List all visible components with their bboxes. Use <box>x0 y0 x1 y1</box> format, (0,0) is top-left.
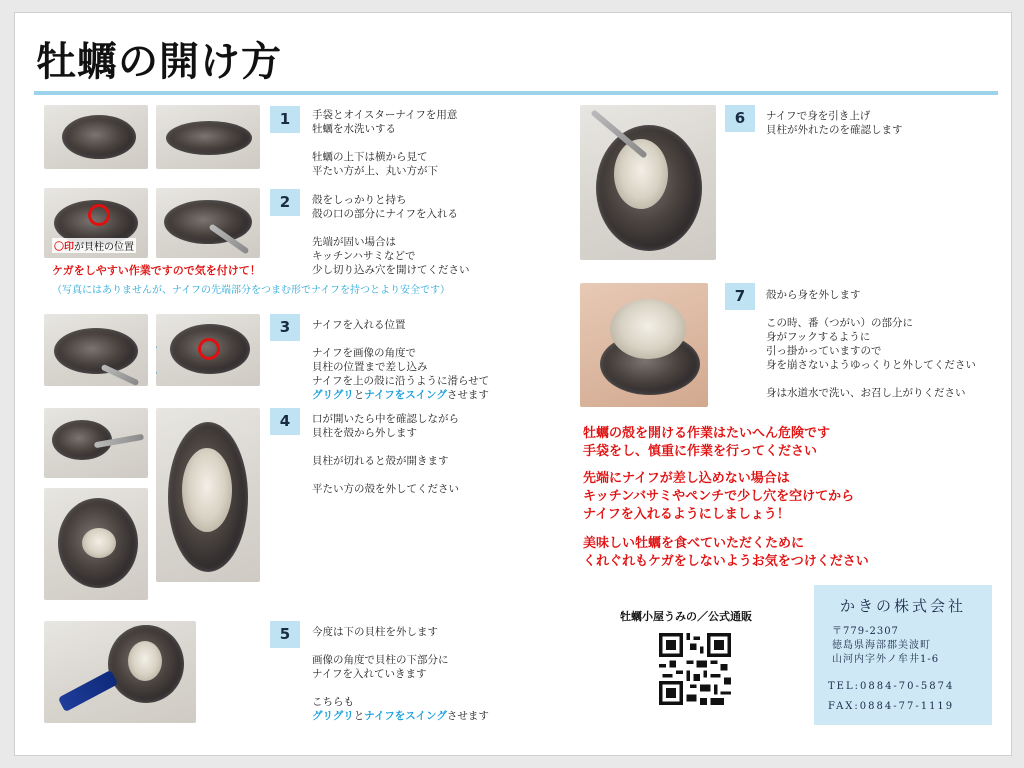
mark-label: 〇印が貝柱の位置 <box>52 238 136 253</box>
step-number: 4 <box>270 408 300 435</box>
warning-3: 美味しい牡蠣を食べていただくために くれぐれもケガをしないようお気をつけください <box>583 536 869 569</box>
step6-text: ナイフで身を引き上げ 貝柱が外れたのを確認します <box>766 110 903 136</box>
page-title: 牡蠣の開け方 <box>36 39 282 85</box>
warning-1: 牡蠣の殻を開ける作業はたいへん危険です 手袋をし、慎重に作業を行ってください <box>583 426 831 459</box>
step-number: 6 <box>725 105 755 132</box>
title-divider <box>34 91 998 95</box>
step7-photo <box>580 283 708 407</box>
company-info <box>814 585 992 725</box>
step1-photo-b <box>156 105 260 169</box>
step-number: 5 <box>270 621 300 648</box>
step2-photo-b <box>156 188 260 258</box>
step3-photo-a <box>44 314 148 386</box>
step-number: 2 <box>270 189 300 216</box>
company-fax: FAX:0884-77-1119 <box>828 701 955 712</box>
step-number: 3 <box>270 314 300 341</box>
company-name: かきの株式会社 <box>839 597 966 615</box>
shop-label: 牡蠣小屋うみの／公式通販 <box>620 610 752 623</box>
step-number: 7 <box>725 283 755 310</box>
qr-code-icon[interactable] <box>659 633 731 705</box>
step6-photo <box>580 105 716 260</box>
safety-tip: （写真にはありませんが、ナイフの先端部分をつまむ形でナイフを持つとより安全です） <box>52 285 450 296</box>
company-tel: TEL:0884-70-5874 <box>828 681 955 692</box>
company-address: 〒779-2307 徳島県海部郡美波町 山河内字外ノ牟井1-6 <box>832 626 940 665</box>
step4-photo-c <box>156 408 260 582</box>
step2-text: 殻をしっかりと持ち 殻の口の部分にナイフを入れる 先端が固い場合は キッチンハサミなどで 少し切り込み穴を開けてください <box>312 194 470 276</box>
caution-note: ケガをしやすい作業ですので気を付けて！ <box>52 264 261 277</box>
step5-text: 今度は下の貝柱を外します 画像の角度で貝柱の下部分に ナイフを入れていきます こちらも グリグリとナイフをスイングさせます <box>312 626 489 722</box>
step3-text: ナイフを入れる位置 ナイフを画像の角度で 貝柱の位置まで差し込み ナイフを上の殻に沿うように滑らせて グリグリとナイフをスイングさせます <box>312 319 490 401</box>
step7-text: 殻から身を外します この時、番（つがい）の部分に 身がフックするように 引っ掛かっていますので 身を崩さないようゆっくりと外してください 身は水道水で洗い、お召し上がりください <box>766 289 976 399</box>
step1-photo-a <box>44 105 148 169</box>
step-number: 1 <box>270 106 300 133</box>
step3-photo-b <box>156 314 260 386</box>
warning-2: 先端にナイフが差し込めない場合は キッチンバサミやペンチで少し穴を空けてから ナイフを入れるようにしましょう！ <box>583 471 855 522</box>
step4-photo-b <box>44 488 148 600</box>
step4-photo-a <box>44 408 148 478</box>
step4-text: 口が開いたら中を確認しながら 貝柱を殻から外します 貝柱が切れると殻が開きます 平たい方の殻を外してください <box>312 413 459 495</box>
step1-text: 手袋とオイスターナイフを用意 牡蠣を水洗いする 牡蠣の上下は横から見て 平たい方が上、丸い方が下 <box>312 109 458 177</box>
step5-photo <box>44 621 196 723</box>
